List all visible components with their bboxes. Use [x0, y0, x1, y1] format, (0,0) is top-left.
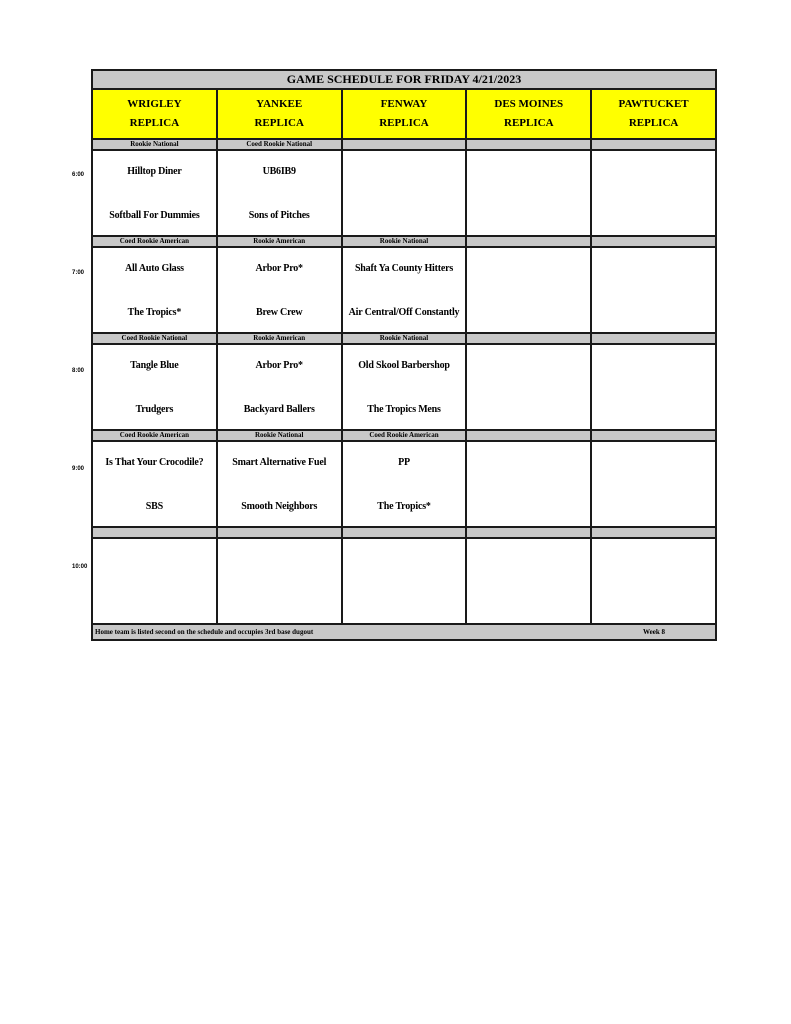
time-label: 6:00 — [72, 172, 85, 178]
field-name: PAWTUCKET — [618, 98, 689, 110]
footer — [92, 624, 716, 640]
game-cell — [217, 247, 342, 333]
game-cell — [92, 441, 217, 527]
field-subtitle: REPLICA — [504, 117, 554, 129]
division-label — [342, 139, 467, 150]
home-team: Brew Crew — [255, 306, 303, 318]
game-cell — [466, 344, 591, 430]
game-cell — [466, 441, 591, 527]
division-label: Coed Rookie National — [92, 333, 217, 344]
home-team: The Tropics* — [127, 306, 182, 318]
game-cell — [342, 538, 467, 624]
division-label: Rookie National — [342, 333, 467, 344]
home-team: The Tropics* — [377, 500, 431, 512]
division-row — [92, 333, 716, 344]
field-name: DES MOINES — [494, 98, 564, 110]
field-subtitle: REPLICA — [628, 117, 679, 129]
time-label: 7:00 — [72, 270, 85, 276]
game-cell — [591, 247, 716, 333]
week-label: Week 8 — [643, 628, 665, 636]
game-cell — [591, 150, 716, 236]
schedule-title: GAME SCHEDULE FOR FRIDAY 4/21/2023 — [92, 70, 716, 89]
game-cell — [591, 441, 716, 527]
game-cell — [466, 150, 591, 236]
game-row — [92, 344, 716, 430]
division-label: Coed Rookie American — [92, 236, 217, 247]
division-label — [591, 430, 716, 441]
division-label: Rookie National — [92, 139, 217, 150]
home-team: Backyard Ballers — [243, 403, 315, 415]
away-team: Is That Your Crocodile? — [105, 456, 204, 468]
away-team: Arbor Pro* — [255, 359, 303, 371]
game-cell — [92, 247, 217, 333]
home-team: The Tropics Mens — [367, 403, 441, 415]
time-label: 8:00 — [72, 368, 85, 374]
away-team: Shaft Ya County Hitters — [354, 262, 454, 274]
time-label: 9:00 — [72, 466, 85, 472]
field-name: FENWAY — [380, 98, 428, 110]
field-name: WRIGLEY — [127, 98, 182, 110]
game-cell — [591, 344, 716, 430]
field-header-wrigley — [92, 89, 217, 139]
away-team: PP — [398, 456, 410, 468]
away-team: UB6IB9 — [262, 165, 296, 177]
away-team: All Auto Glass — [124, 262, 184, 274]
division-label — [466, 430, 591, 441]
division-label — [466, 236, 591, 247]
home-team: Smooth Neighbors — [241, 500, 318, 512]
division-label — [466, 527, 591, 538]
game-cell — [466, 538, 591, 624]
game-cell — [217, 150, 342, 236]
away-team: Hilltop Diner — [127, 165, 182, 177]
game-cell — [466, 247, 591, 333]
game-row — [92, 247, 716, 333]
game-cell — [591, 538, 716, 624]
game-cell — [342, 247, 467, 333]
field-header-yankee — [217, 89, 342, 139]
away-team: Tangle Blue — [130, 359, 179, 371]
division-label: Coed Rookie American — [92, 430, 217, 441]
game-row — [92, 441, 716, 527]
home-team: SBS — [145, 500, 163, 512]
division-label — [591, 139, 716, 150]
field-header-des-moines — [466, 89, 591, 139]
division-label — [466, 333, 591, 344]
game-cell — [217, 441, 342, 527]
division-label — [92, 527, 217, 538]
home-team: Trudgers — [135, 403, 174, 415]
division-label: Coed Rookie National — [217, 139, 342, 150]
game-cell — [92, 344, 217, 430]
away-team: Smart Alternative Fuel — [232, 456, 327, 468]
field-subtitle: REPLICA — [129, 117, 180, 129]
time-label: 10:00 — [72, 564, 88, 570]
field-subtitle: REPLICA — [379, 117, 429, 129]
division-label — [591, 333, 716, 344]
division-label — [591, 236, 716, 247]
division-row — [92, 527, 716, 538]
division-row — [92, 430, 716, 441]
home-team: Softball For Dummies — [109, 209, 200, 221]
division-label: Rookie American — [217, 333, 342, 344]
division-row — [92, 139, 716, 150]
game-cell — [342, 150, 467, 236]
game-row — [92, 150, 716, 236]
home-team: Air Central/Off Constantly — [348, 306, 460, 318]
field-header-pawtucket — [591, 89, 716, 139]
division-label: Coed Rookie American — [342, 430, 467, 441]
game-cell — [342, 441, 467, 527]
game-cell — [92, 538, 217, 624]
division-label — [591, 527, 716, 538]
division-label — [342, 527, 467, 538]
game-cell — [217, 344, 342, 430]
away-team: Arbor Pro* — [255, 262, 303, 274]
field-header-fenway — [342, 89, 467, 139]
game-row — [92, 538, 716, 624]
game-cell — [92, 150, 217, 236]
division-label — [466, 139, 591, 150]
home-team: Sons of Pitches — [248, 209, 310, 221]
division-label: Rookie National — [342, 236, 467, 247]
game-cell — [342, 344, 467, 430]
game-cell — [217, 538, 342, 624]
division-row — [92, 236, 716, 247]
division-label: Rookie National — [217, 430, 342, 441]
footer-note: Home team is listed second on the schedule and occupies 3rd base dugout — [95, 628, 314, 636]
away-team: Old Skool Barbershop — [358, 359, 450, 371]
schedule-table — [91, 69, 717, 641]
field-subtitle: REPLICA — [254, 117, 304, 129]
field-name: YANKEE — [256, 98, 303, 110]
division-label: Rookie American — [217, 236, 342, 247]
division-label — [217, 527, 342, 538]
